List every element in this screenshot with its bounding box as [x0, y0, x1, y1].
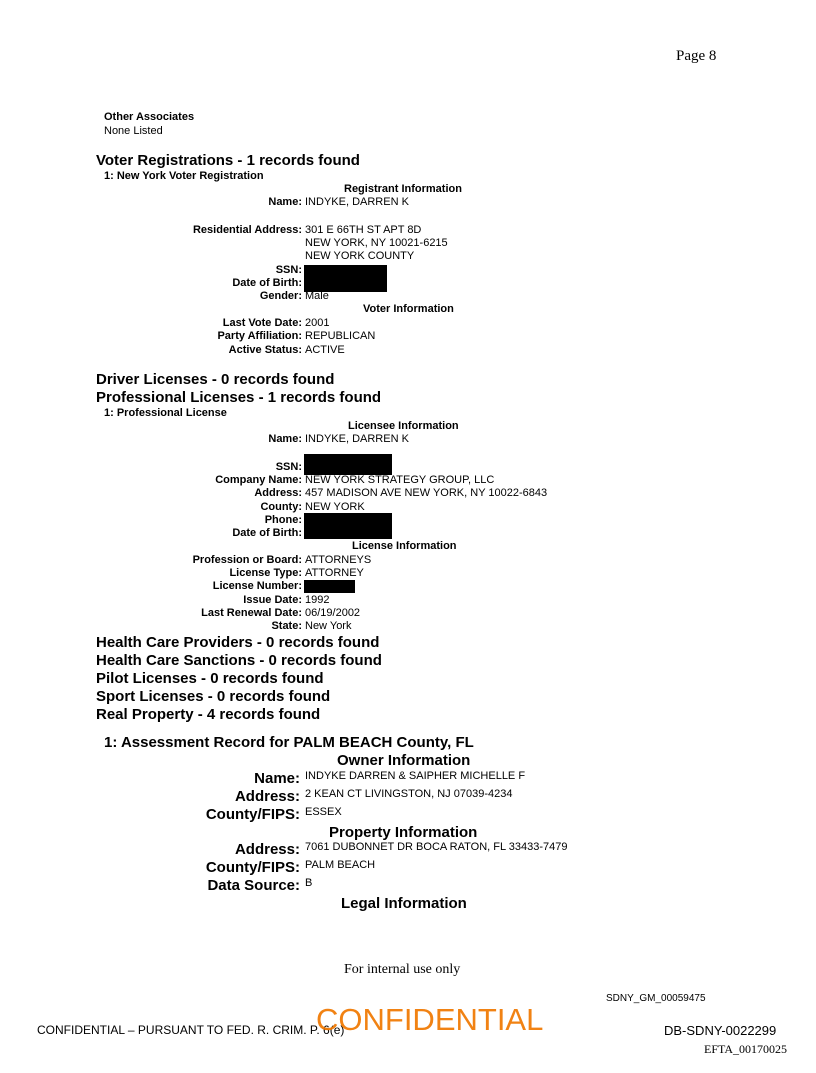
confidential-stamp: CONFIDENTIAL: [316, 1002, 544, 1037]
state-value: New York: [305, 620, 352, 632]
owner-address-label: Address:: [234, 788, 300, 805]
other-associates-title: Other Associates: [104, 111, 195, 123]
last-vote-label: Last Vote Date:: [222, 317, 302, 329]
confidential-notice: CONFIDENTIAL – PURSUANT TO FED. R. CRIM. P. 6(e): [37, 1023, 345, 1037]
owner-name-value: INDYKE DARREN & SAIPHER MICHELLE F: [305, 770, 526, 782]
party-value: REPUBLICAN: [305, 330, 376, 342]
issue-date-value: 1992: [305, 594, 330, 606]
assessment-record-title: 1: Assessment Record for PALM BEACH County, FL: [104, 734, 474, 751]
driver-header: Driver Licenses - 0 records found: [96, 371, 335, 388]
health-providers-header: Health Care Providers - 0 records found: [96, 634, 380, 651]
residential-address-line3: NEW YORK COUNTY: [305, 250, 415, 262]
prof-ssn-redaction: [304, 454, 392, 475]
residential-address-label: Residential Address:: [192, 224, 302, 236]
prof-name: INDYKE, DARREN K: [305, 433, 409, 445]
licensee-heading: Licensee Information: [348, 420, 459, 432]
prof-county-value: NEW YORK: [305, 501, 365, 513]
state-label: State:: [271, 620, 302, 632]
page-number: Page 8: [676, 48, 717, 64]
bates-sdny-gm: SDNY_GM_00059475: [606, 993, 706, 1004]
voter-name: INDYKE, DARREN K: [305, 196, 409, 208]
data-source-value: B: [305, 877, 313, 889]
profession-value: ATTORNEYS: [305, 554, 372, 566]
last-vote-value: 2001: [305, 317, 330, 329]
voter-info-heading: Voter Information: [363, 303, 454, 315]
active-status-value: ACTIVE: [305, 344, 345, 356]
renewal-value: 06/19/2002: [305, 607, 361, 619]
sport-header: Sport Licenses - 0 records found: [96, 688, 331, 705]
health-sanctions-header: Health Care Sanctions - 0 records found: [96, 652, 382, 669]
professional-header: Professional Licenses - 1 records found: [96, 389, 382, 406]
residential-address-line2: NEW YORK, NY 10021-6215: [305, 237, 448, 249]
prof-county-label: County:: [260, 501, 302, 513]
owner-info-heading: Owner Information: [337, 752, 471, 769]
renewal-label: Last Renewal Date:: [201, 607, 302, 619]
license-number-label: License Number:: [212, 580, 302, 592]
issue-date-label: Issue Date:: [243, 594, 302, 606]
prof-ssn-label: SSN:: [275, 461, 302, 473]
phone-label: Phone:: [264, 514, 302, 526]
license-info-heading: License Information: [352, 540, 457, 552]
company-label: Company Name:: [215, 474, 302, 486]
profession-label: Profession or Board:: [192, 554, 302, 566]
gender-label: Gender:: [259, 290, 302, 302]
owner-address-value: 2 KEAN CT LIVINGSTON, NJ 07039-4234: [305, 788, 513, 800]
license-type-label: License Type:: [229, 567, 302, 579]
voter-redaction: [304, 265, 387, 292]
property-county-label: County/FIPS:: [205, 859, 300, 876]
owner-county-label: County/FIPS:: [205, 806, 300, 823]
internal-use-note: For internal use only: [344, 962, 461, 977]
real-property-header: Real Property - 4 records found: [96, 706, 321, 723]
voter-ssn-label: SSN:: [275, 264, 302, 276]
professional-record-title: 1: Professional License: [104, 407, 227, 419]
bates-efta: EFTA_00170025: [704, 1042, 788, 1056]
property-address-value: 7061 DUBONNET DR BOCA RATON, FL 33433-7479: [305, 841, 568, 853]
active-status-label: Active Status:: [228, 344, 302, 356]
prof-dob-label: Date of Birth:: [232, 527, 302, 539]
pilot-header: Pilot Licenses - 0 records found: [96, 670, 324, 687]
other-associates-value: None Listed: [104, 125, 163, 137]
voter-record-title: 1: New York Voter Registration: [104, 170, 264, 182]
prof-name-label: Name:: [268, 433, 302, 445]
voter-name-label: Name:: [268, 196, 302, 208]
residential-address-line1: 301 E 66TH ST APT 8D: [305, 224, 422, 236]
registrant-heading: Registrant Information: [344, 183, 462, 195]
prof-address-label: Address:: [254, 487, 302, 499]
license-type-value: ATTORNEY: [305, 567, 364, 579]
voter-dob-label: Date of Birth:: [232, 277, 302, 289]
owner-county-value: ESSEX: [305, 806, 342, 818]
property-address-label: Address:: [234, 841, 300, 858]
license-number-redaction: [304, 580, 355, 593]
legal-info-heading: Legal Information: [341, 895, 467, 912]
property-county-value: PALM BEACH: [305, 859, 376, 871]
party-label: Party Affiliation:: [217, 330, 302, 342]
data-source-label: Data Source:: [207, 877, 300, 894]
voter-header: Voter Registrations - 1 records found: [96, 152, 360, 169]
bates-db-sdny: DB-SDNY-0022299: [664, 1023, 777, 1038]
owner-name-label: Name:: [254, 770, 300, 787]
company-value: NEW YORK STRATEGY GROUP, LLC: [305, 474, 495, 486]
gender-value: Male: [305, 290, 329, 302]
prof-address-value: 457 MADISON AVE NEW YORK, NY 10022-6843: [305, 487, 548, 499]
prof-phone-dob-redaction: [304, 513, 392, 539]
property-info-heading: Property Information: [329, 824, 478, 841]
